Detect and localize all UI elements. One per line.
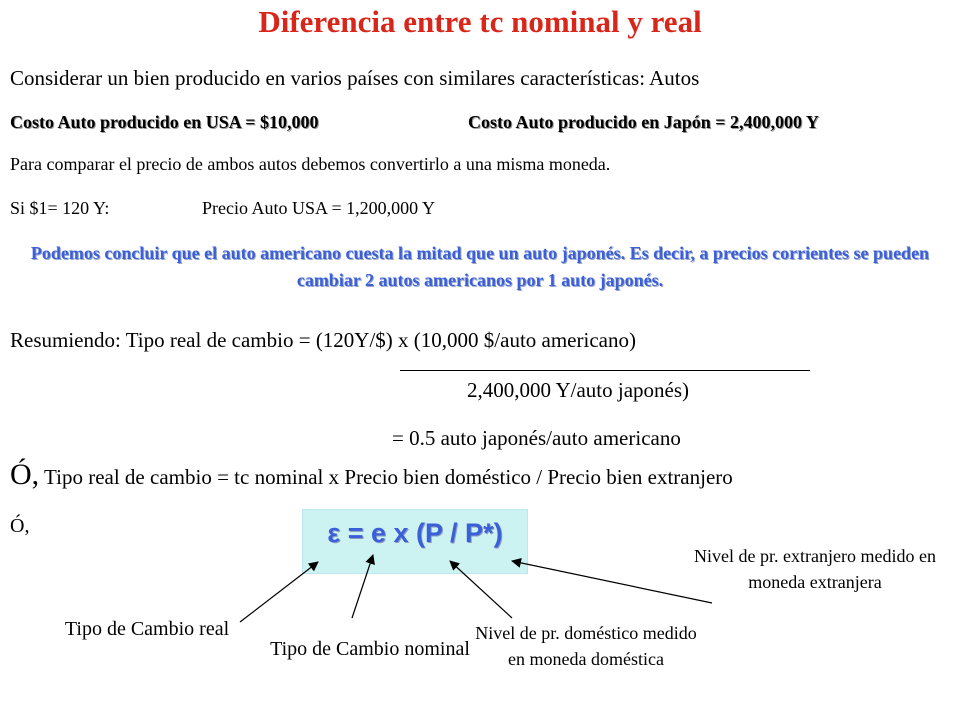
cost-usa-text: Costo Auto producido en USA = $10,000 [10,112,319,132]
alt-prefix: Ó, [10,458,40,491]
alt2-prefix: Ó, [10,515,30,537]
label-foreign-level: Nivel de pr. extranjero medido en moneda extranjera [694,546,936,592]
label-domestic-level: Nivel de pr. doméstico medido en moneda doméstica [475,623,697,669]
arrow-domestic-level [450,561,512,618]
summary-denominator: 2,400,000 Y/auto japonés) [467,378,690,402]
conclusion-text: Podemos concluir que el auto americano cuesta la mitad que un auto japonés. Es decir, a precios corrientes se pueden cambiar 2 autos americanos por 1 auto japonés. [30,243,930,290]
summary-result: = 0.5 auto japonés/auto americano [392,426,681,450]
intro-text: Considerar un bien producido en varios países con similares características: Autos [10,66,700,90]
alt-formula-text: Tipo real de cambio = tc nominal x Precio bien doméstico / Precio bien extranjero [39,465,733,489]
slide-title: Diferencia entre tc nominal y real [258,4,702,39]
compare-note: Para comparar el precio de ambos autos debemos convertirlo a una misma moneda. [10,154,611,174]
cost-japan-text: Costo Auto producido en Japón = 2,400,000 Y [468,112,819,132]
label-nominal-rate: Tipo de Cambio nominal [270,638,470,660]
price-usa-yen: Precio Auto USA = 1,200,000 Y [202,198,435,218]
exchange-assumption: Si $1= 120 Y: [10,198,110,218]
formula-text: ε = e x (P / P*) [327,518,503,548]
arrow-nominal-rate [352,555,373,618]
label-real-rate: Tipo de Cambio real [64,618,230,640]
arrow-foreign-level [512,561,712,603]
summary-numerator: Resumiendo: Tipo real de cambio = (120Y/$) x (10,000 $/auto americano) [10,328,636,352]
arrow-real-rate [240,562,318,622]
